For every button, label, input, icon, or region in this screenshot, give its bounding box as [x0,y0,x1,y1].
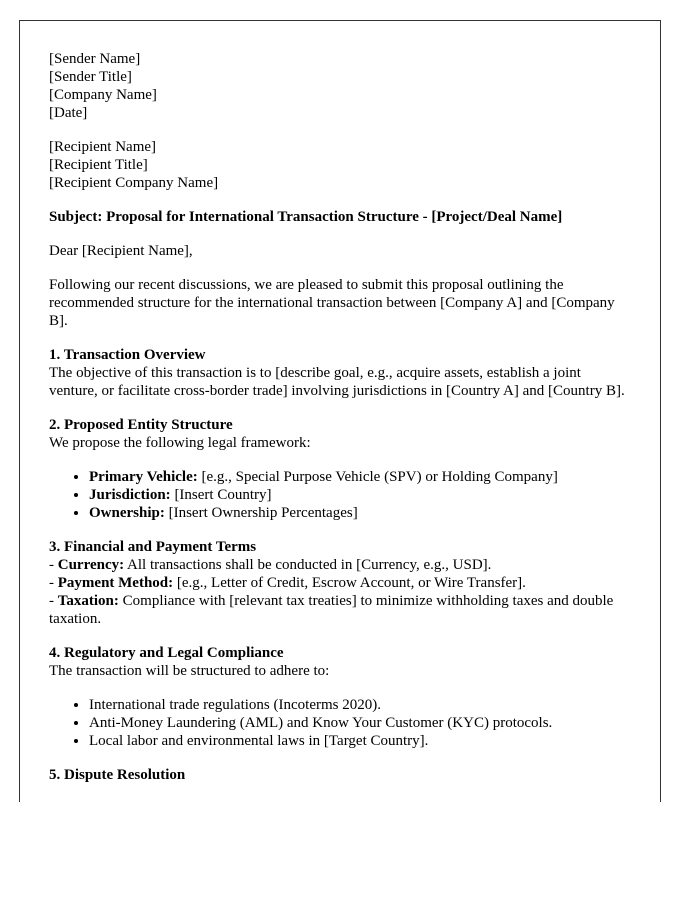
list-item-text: [e.g., Special Purpose Vehicle (SPV) or Holding Company] [197,469,558,485]
list-item [89,486,631,504]
section-body: The transaction will be structured to adhere to: [49,663,330,679]
term-label: Taxation: [57,593,119,609]
section-regulatory-compliance [49,644,631,750]
term-prefix: - [49,575,58,591]
list-item-label: Primary Vehicle: [89,469,198,485]
sender-title: [Sender Title] [49,69,132,85]
list-item-label: Jurisdiction: [89,487,171,503]
list-item: • Local labor and environmental laws in [Target Country]. [89,732,631,750]
term-label: Payment Method: [57,575,174,591]
section-heading: 4. Regulatory and Legal Compliance [49,645,284,661]
list-item [89,504,631,522]
sender-block [49,50,631,122]
section-heading: 3. Financial and Payment Terms [49,539,257,555]
section-transaction-overview [49,346,631,400]
section-heading: 5. Dispute Resolution [49,767,186,783]
section-entity-structure [49,416,631,522]
section-body: We propose the following legal framework: [49,435,311,451]
subject-line: Subject: Proposal for International Transaction Structure - [Project/Deal Name] [49,209,563,225]
term-text: Compliance with [relevant tax treaties] to minimize withholding taxes and double taxation. [49,593,614,627]
sender-company: [Company Name] [49,87,157,103]
list-item: • Anti-Money Laundering (AML) and Know Your Customer (KYC) protocols. [89,714,631,732]
entity-structure-list [49,468,631,522]
list-item-text: [Insert Country] [170,487,272,503]
term-label: Currency: [57,557,125,573]
section-heading: 1. Transaction Overview [49,347,206,363]
term-prefix: - [49,593,58,609]
list-item-label: Ownership: [89,505,165,521]
recipient-title: [Recipient Title] [49,157,148,173]
section-financial-terms [49,538,631,628]
sender-name: [Sender Name] [49,51,141,67]
term-text: All transactions shall be conducted in [Currency, e.g., USD]. [124,557,492,573]
list-item [89,468,631,486]
section-body: The objective of this transaction is to [describe goal, e.g., acquire assets, establish a joint venture, or facilitate cross-border trade] involving jurisdictions in [Country A] and [Country B]. [49,365,625,399]
recipient-name: [Recipient Name] [49,139,157,155]
section-dispute-resolution [49,766,631,784]
letter-date: [Date] [49,105,88,121]
list-item-text: [Insert Ownership Percentages] [164,505,358,521]
term-text: [e.g., Letter of Credit, Escrow Account, or Wire Transfer]. [173,575,526,591]
term-line [49,592,631,628]
intro-paragraph: Following our recent discussions, we are pleased to submit this proposal outlining the recommended structure for the international transaction between [Company A] and [Company B]. [49,277,615,329]
recipient-block [49,138,631,192]
recipient-company: [Recipient Company Name] [49,175,219,191]
letter-page [19,20,661,802]
term-prefix: - [49,557,58,573]
term-line [49,574,631,592]
term-line [49,556,631,574]
compliance-list [49,696,631,750]
salutation: Dear [Recipient Name], [49,243,193,259]
list-item: • International trade regulations (Incoterms 2020). [89,696,631,714]
section-heading: 2. Proposed Entity Structure [49,417,233,433]
